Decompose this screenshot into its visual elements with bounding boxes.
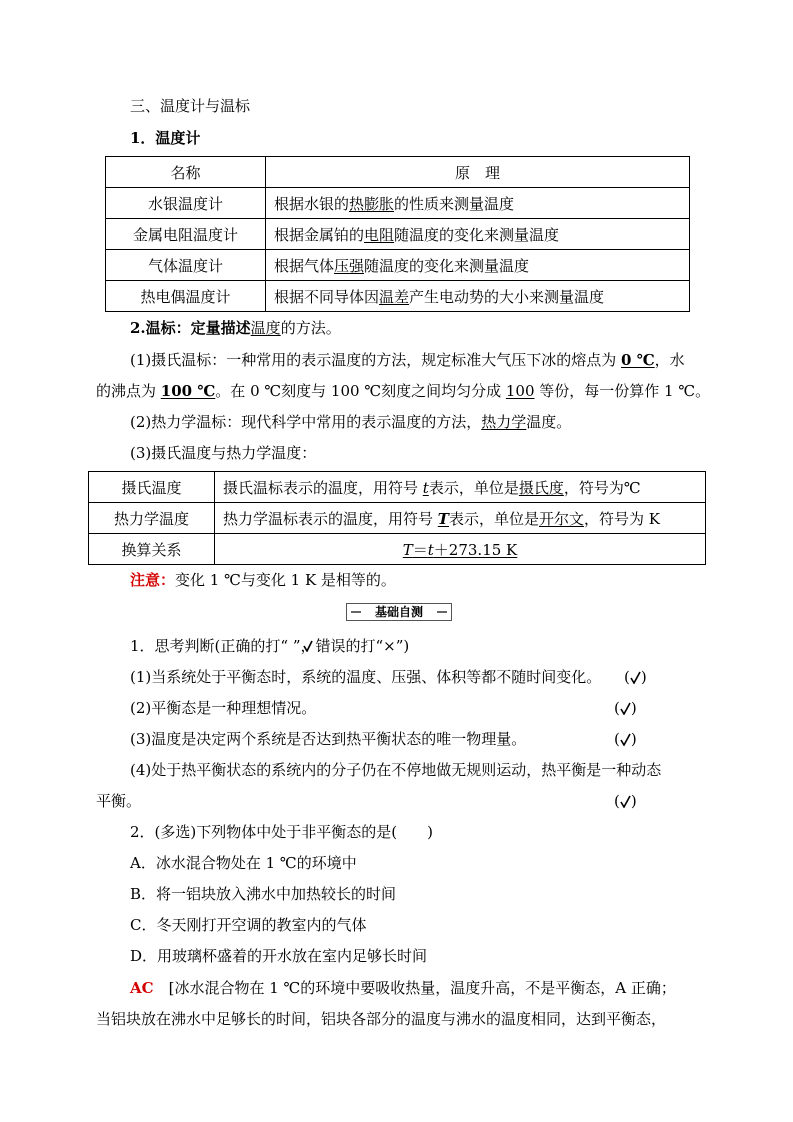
table-row (106, 188, 690, 219)
thermometer-table (105, 156, 690, 312)
question-item: (2)平衡态是一种理想情况。 (130, 699, 317, 717)
answer-mark: ( ) (624, 668, 647, 686)
table-row (106, 219, 690, 250)
relation-table (88, 471, 706, 565)
check-icon (620, 702, 631, 715)
table-header-principle: 原 理 (266, 157, 690, 188)
table-row (89, 503, 706, 534)
row-name: 水银温度计 (106, 188, 266, 219)
relation-heading: (3)摄氏温度与热力学温度： (130, 444, 317, 462)
row-name: 热电偶温度计 (106, 281, 266, 312)
celsius-line-1: (1)摄氏温标：一种常用的表示温度的方法，规定标准大气压下冰的熔点为 0 ℃，水 (130, 351, 685, 369)
question-item: (3)温度是决定两个系统是否达到热平衡状态的唯一物理量。 (130, 730, 527, 748)
row-principle: 根据不同导体因温差产生电动势的大小来测量温度 (266, 281, 690, 312)
answer-explanation-cont: 当铝块放在沸水中足够长的时间，铝块各部分的温度与沸水的温度相同，达到平衡态， (96, 1010, 667, 1028)
question-2-title: 2．(多选)下列物体中处于非平衡态的是( ) (130, 823, 433, 841)
question-1-title: 1．思考判断(正确的打“ ”，错误的打“×”) (130, 637, 410, 655)
row-content: 摄氏温标表示的温度，用符号 t表示，单位是摄氏度，符号为℃ (215, 472, 706, 503)
check-icon (303, 640, 313, 652)
answer-explanation: AC [冰水混合物在 1 ℃的环境中要吸收热量，温度升高，不是平衡态，A 正确； (130, 979, 676, 997)
check-icon (630, 671, 641, 684)
table-header-name: 名称 (106, 157, 266, 188)
row-label: 换算关系 (89, 534, 215, 565)
celsius-line-2: 的沸点为 100 ℃。在 0 ℃刻度与 100 ℃刻度之间均匀分成 100 等份，每一份算作 1 ℃。 (96, 382, 711, 400)
check-icon (620, 733, 631, 746)
check-icon (620, 795, 631, 808)
table-row (89, 472, 706, 503)
table-header-row (106, 157, 690, 188)
subsection-title-thermometer: 1．温度计 (130, 129, 201, 147)
answer-mark: ( ) (614, 699, 637, 717)
table-row (106, 281, 690, 312)
option-b: B．将一铝块放入沸水中加热较长的时间 (130, 885, 397, 903)
note: 注意：变化 1 ℃与变化 1 K 是相等的。 (130, 571, 396, 589)
answer-mark: ( ) (614, 730, 637, 748)
option-a: A．冰水混合物处在 1 ℃的环境中 (130, 854, 357, 872)
section-title: 三、温度计与温标 (130, 97, 251, 115)
option-d: D．用玻璃杯盛着的开水放在室内足够长时间 (130, 947, 428, 965)
row-content: 热力学温标表示的温度，用符号 T表示，单位是开尔文，符号为 K (215, 503, 706, 534)
question-item: 平衡。 (96, 792, 142, 810)
table-row (89, 534, 706, 565)
section-badge: 基础自测 (346, 603, 452, 621)
row-label: 摄氏温度 (89, 472, 215, 503)
row-principle: 根据金属铂的电阻随温度的变化来测量温度 (266, 219, 690, 250)
row-name: 金属电阻温度计 (106, 219, 266, 250)
table-row (106, 250, 690, 281)
thermodynamic-scale: (2)热力学温标：现代科学中常用的表示温度的方法，热力学温度。 (130, 413, 572, 431)
question-item: (1)当系统处于平衡态时，系统的温度、压强、体积等都不随时间变化。 (130, 668, 602, 686)
scale-definition: 2.温标：定量描述温度的方法。 (130, 319, 341, 337)
row-name: 气体温度计 (106, 250, 266, 281)
row-label: 热力学温度 (89, 503, 215, 534)
row-principle: 根据水银的热膨胀的性质来测量温度 (266, 188, 690, 219)
option-c: C．冬天刚打开空调的教室内的气体 (130, 916, 367, 934)
answer-mark: ( ) (614, 792, 637, 810)
row-principle: 根据气体压强随温度的变化来测量温度 (266, 250, 690, 281)
question-item: (4)处于热平衡状态的系统内的分子仍在不停地做无规则运动，热平衡是一种动态 (130, 761, 662, 779)
conversion-formula: T＝t＋273.15 K (215, 534, 706, 565)
